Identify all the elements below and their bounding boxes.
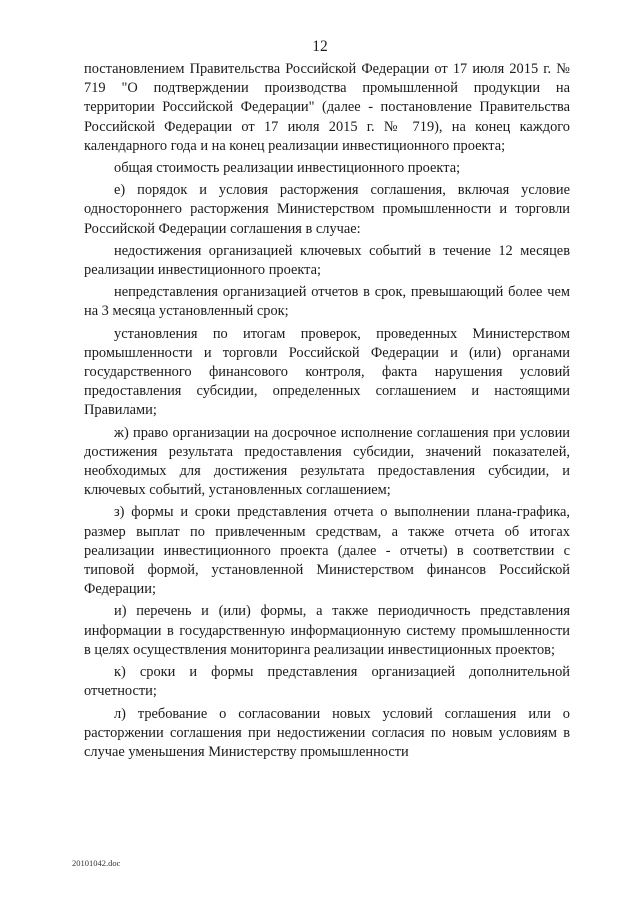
paragraph: установления по итогам проверок, проведенных Министерством промышленности и торговли Российской Федерации и (или) органами государственного финансового контроля, факта нарушения условий предоставления субсидии, определенных соглашением и настоящими Правилами; (84, 325, 570, 419)
paragraph: е) порядок и условия расторжения соглашения, включая условие одностороннего расторжения Министерством промышленности и торговли Российской Федерации соглашения в случае: (84, 182, 570, 237)
paragraph: общая стоимость реализации инвестиционного проекта; (114, 160, 461, 177)
paragraph: непредставления организацией отчетов в срок, превышающий более чем на 3 месяца установленный срок; (84, 284, 570, 320)
paragraph: з) формы и сроки представления отчета о выполнении плана-графика, размер выплат по привлеченным средствам, а также отчета об итогах реализации инвестиционного проекта (далее - отчеты) в соответствии с типовой формой, установленной Министерством финансов Российской Федерации; (84, 504, 570, 598)
footer-file-code: 20101042.doc (72, 858, 121, 868)
page-number: 12 (312, 38, 328, 55)
document-body (84, 60, 570, 765)
paragraph: и) перечень и (или) формы, а также периодичность представления информации в государственную информационную систему промышленности в целях осуществления мониторинга реализации инвестиционных проектов; (84, 603, 570, 658)
paragraph: л) требование о согласовании новых условий соглашения или о расторжении соглашения при недостижении согласия по новым условиям в случае уменьшения Министерству промышленности (84, 705, 570, 760)
paragraph: к) сроки и формы представления организацией дополнительной отчетности; (84, 664, 570, 700)
paragraph: ж) право организации на досрочное исполнение соглашения при условии достижения результата предоставления субсидии, значений показателей, необходимых для достижения результата предоставления субсидии, и ключевых событий, установленных соглашением; (84, 424, 570, 499)
paragraph: постановлением Правительства Российской Федерации от 17 июля 2015 г. № 719 "О подтверждении производства промышленной продукции на территории Российской Федерации" (далее - постановление Правительства Российской Федерации от 17 июля 2015 г. № 719), на конец каждого календарного года и на конец реализации инвестиционного проекта; (84, 61, 570, 154)
paragraph: недостижения организацией ключевых событий в течение 12 месяцев реализации инвестиционного проекта; (84, 242, 570, 279)
